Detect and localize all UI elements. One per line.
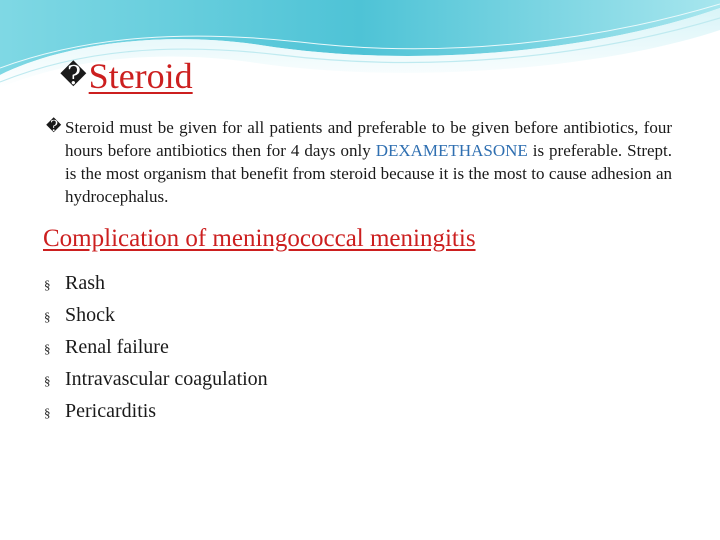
list-item: [44, 364, 268, 396]
list-item: [44, 268, 268, 300]
slide-title: [60, 54, 193, 102]
paragraph-text: [65, 116, 672, 208]
list-bullet: §: [44, 309, 51, 324]
list-bullet: §: [44, 373, 51, 388]
list-item-text: Pericarditis: [65, 400, 157, 422]
title-text: Steroid: [88, 56, 193, 96]
title-missing-glyph: �: [60, 61, 87, 90]
list-item: [44, 300, 268, 332]
list-bullet: §: [44, 341, 51, 356]
steroid-paragraph: [46, 116, 672, 208]
paragraph-line1: Steroid must be given for all patients and preferable to be given before antibiotics, four hours before antibiotics then for 4 days only: [65, 118, 672, 160]
list-item-text: Rash: [65, 272, 105, 294]
paragraph-bullet-glyph: �: [46, 119, 62, 135]
list-bullet: §: [44, 405, 51, 420]
dexamethasone-highlight: DEXAMETHASONE: [375, 141, 528, 160]
paragraph-rest: is preferable. Strept. is the most organism that benefit from steroid because it is the most to cause adhesion an hydrocephalus.: [65, 141, 672, 206]
list-item-text: Renal failure: [65, 336, 169, 358]
list-item: [44, 396, 268, 428]
section-title: Complication of meningococcal meningitis: [43, 225, 476, 252]
list-item-text: Intravascular coagulation: [65, 368, 268, 390]
list-bullet: §: [44, 277, 51, 292]
complications-list: [44, 268, 268, 428]
list-item: [44, 332, 268, 364]
list-item-text: Shock: [65, 304, 115, 326]
